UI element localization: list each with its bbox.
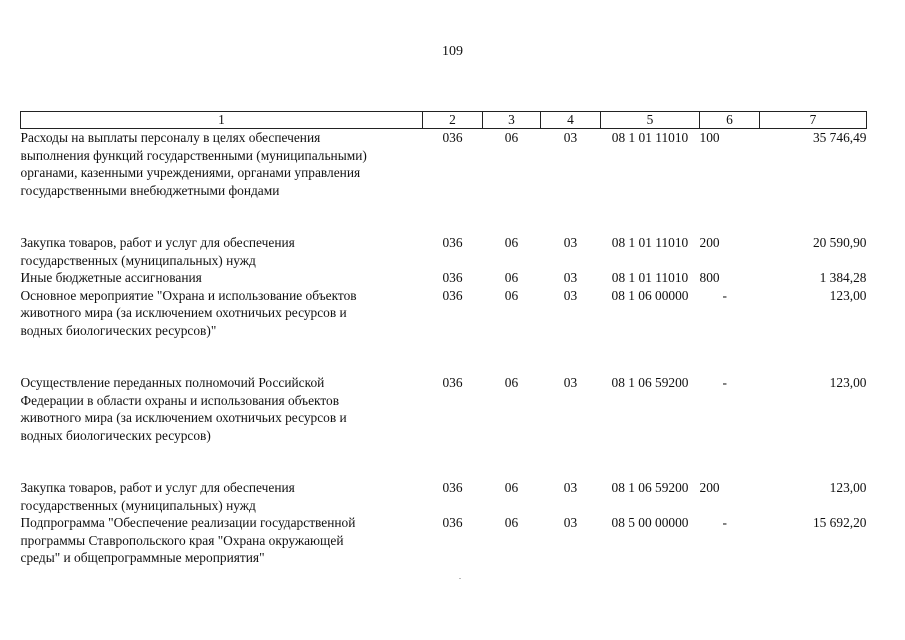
subsection-code-cell: 03 — [563, 375, 578, 390]
expense-type-cell: - — [722, 375, 727, 390]
column-header: 6 — [700, 112, 760, 129]
budget-table — [20, 111, 867, 567]
row-description — [21, 129, 423, 235]
expense-type-cell: 100 — [699, 130, 720, 145]
section-code-cell: 06 — [504, 375, 519, 390]
table-row — [21, 374, 867, 479]
amount-cell: 1 384,28 — [819, 270, 867, 285]
description-line: государственных (муниципальных) нужд — [20, 497, 256, 513]
target-article-cell: 08 1 01 11010 — [611, 270, 689, 285]
description-line: Иные бюджетные ассигнования — [20, 270, 202, 285]
scan-speck — [459, 578, 461, 579]
page-number: 109 — [442, 44, 463, 59]
row-description — [21, 269, 423, 287]
section-code-cell: 06 — [504, 287, 519, 303]
description-line: Осуществление переданных полномочий Российской — [20, 375, 325, 390]
expense-type-cell: 200 — [699, 235, 720, 250]
expense-type-cell: - — [722, 287, 727, 303]
target-article-cell: 08 5 00 00000 — [611, 515, 689, 530]
column-header: 7 — [760, 112, 867, 129]
description-line: Федерации в области охраны и использования объектов — [20, 392, 340, 408]
admin-code-cell: 036 — [442, 287, 463, 303]
expense-type-cell: - — [722, 515, 727, 530]
target-article-cell: 08 1 06 59200 — [611, 480, 689, 495]
admin-code-cell: 036 — [442, 235, 463, 250]
subsection-code-cell: 03 — [563, 235, 578, 250]
amount-cell: 123,00 — [829, 287, 867, 303]
description-line: водных биологических ресурсов)" — [20, 322, 217, 338]
section-code-cell: 06 — [504, 480, 519, 495]
row-description — [21, 514, 423, 567]
description-line: выполнения функций государственными (муниципальными) — [20, 147, 367, 163]
description-line: программы Ставропольского края "Охрана окружающей — [20, 532, 344, 548]
table-row — [21, 234, 867, 269]
admin-code-cell: 036 — [442, 515, 463, 530]
target-article-cell: 08 1 01 11010 — [611, 235, 689, 250]
column-header: 2 — [423, 112, 483, 129]
admin-code-cell: 036 — [442, 480, 463, 495]
expense-type-cell: 200 — [699, 480, 720, 495]
section-code-cell: 06 — [504, 235, 519, 250]
admin-code-cell: 036 — [442, 130, 463, 145]
expense-type-cell: 800 — [699, 270, 720, 285]
description-line: государственных (муниципальных) нужд — [20, 252, 256, 268]
description-line: животного мира (за исключением охотничьих ресурсов и — [20, 305, 347, 320]
amount-cell: 15 692,20 — [812, 515, 867, 530]
subsection-code-cell: 03 — [563, 480, 578, 495]
target-article-cell: 08 1 01 11010 — [611, 130, 689, 145]
subsection-code-cell: 03 — [563, 130, 578, 145]
description-line: государственными внебюджетными фондами — [20, 182, 280, 198]
admin-code-cell: 036 — [442, 375, 463, 390]
description-line: водных биологических ресурсов) — [20, 427, 211, 443]
target-article-cell: 08 1 06 59200 — [611, 375, 689, 390]
description-line: среды" и общепрограммные мероприятия" — [20, 550, 265, 565]
description-line: Основное мероприятие "Охрана и использование объектов — [20, 287, 357, 303]
amount-cell: 20 590,90 — [812, 235, 867, 250]
subsection-code-cell: 03 — [563, 270, 578, 285]
description-line: Закупка товаров, работ и услуг для обеспечения — [20, 235, 295, 250]
subsection-code-cell: 03 — [563, 515, 578, 530]
admin-code-cell: 036 — [442, 270, 463, 285]
row-description — [21, 374, 423, 479]
row-description — [21, 479, 423, 514]
section-code-cell: 06 — [504, 270, 519, 285]
description-line: Закупка товаров, работ и услуг для обеспечения — [20, 480, 295, 495]
table-header-row — [21, 112, 867, 129]
section-code-cell: 06 — [504, 515, 519, 530]
table-row — [21, 479, 867, 514]
amount-cell: 123,00 — [829, 375, 867, 390]
description-line: Расходы на выплаты персоналу в целях обеспечения — [20, 130, 321, 145]
table-row — [21, 287, 867, 375]
column-header: 1 — [21, 112, 423, 129]
target-article-cell: 08 1 06 00000 — [611, 287, 689, 303]
table-row — [21, 129, 867, 235]
column-header: 5 — [601, 112, 700, 129]
amount-cell: 123,00 — [829, 480, 867, 495]
description-line: животного мира (за исключением охотничьих ресурсов и — [20, 410, 347, 425]
row-description — [21, 287, 423, 375]
subsection-code-cell: 03 — [563, 287, 578, 303]
description-line: Подпрограмма "Обеспечение реализации государственной — [20, 515, 356, 530]
row-description — [21, 234, 423, 269]
amount-cell: 35 746,49 — [812, 130, 867, 145]
table-row — [21, 514, 867, 567]
column-header: 4 — [541, 112, 601, 129]
description-line: органами, казенными учреждениями, органами управления — [20, 165, 361, 180]
table-row — [21, 269, 867, 287]
column-header: 3 — [483, 112, 541, 129]
section-code-cell: 06 — [504, 130, 519, 145]
